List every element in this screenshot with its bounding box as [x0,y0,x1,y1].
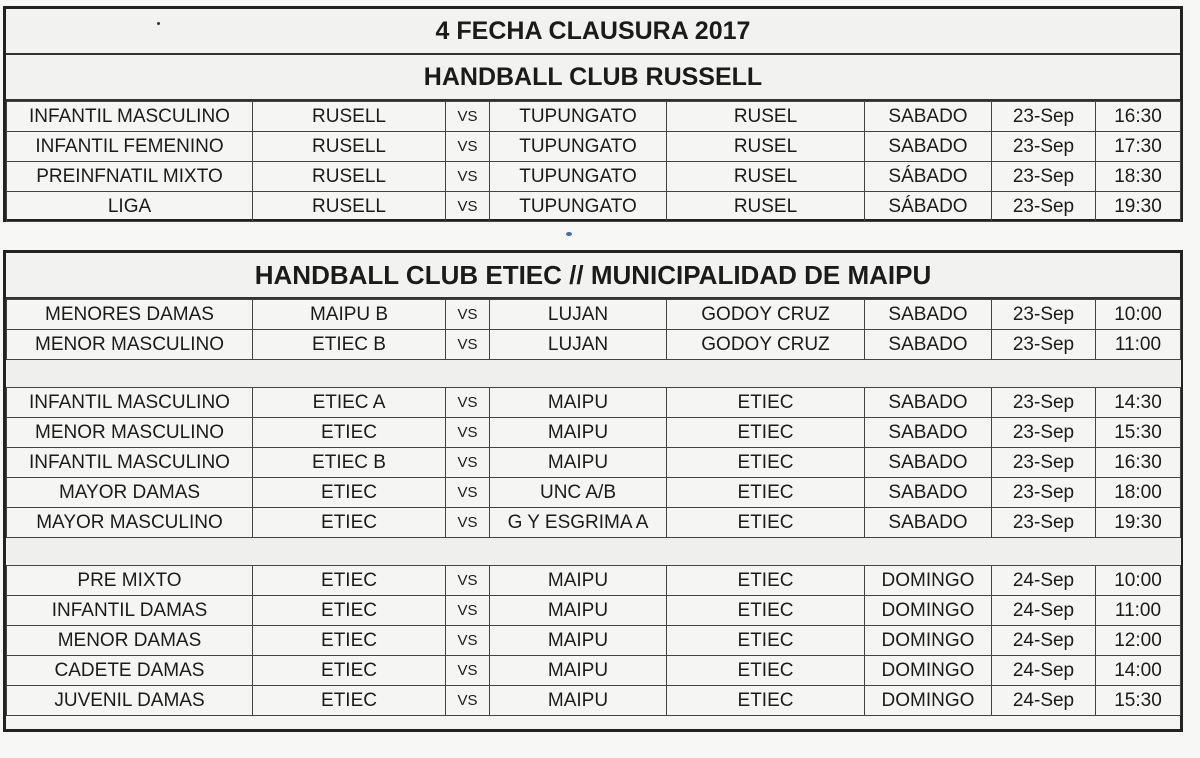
cell-home-team: ETIEC B [253,448,446,478]
cell-away-team: MAIPU [490,686,667,716]
cell-day: DOMINGO [865,656,992,686]
cell-day: SABADO [865,508,992,538]
cell-home-team: ETIEC [253,686,446,716]
cell-vs: VS [446,448,490,478]
cell-date: 23-Sep [992,102,1096,132]
cell-date: 23-Sep [992,478,1096,508]
cell-away-team: MAIPU [490,626,667,656]
etiec-table [6,299,1181,716]
cell-category: MENOR MASCULINO [7,418,253,448]
cell-venue: RUSEL [667,192,865,222]
cell-home-team: ETIEC [253,656,446,686]
cell-venue: ETIEC [667,508,865,538]
cell-home-team: RUSELL [253,132,446,162]
cell-venue: RUSEL [667,162,865,192]
cell-venue: ETIEC [667,478,865,508]
cell-away-team: MAIPU [490,566,667,596]
cell-time: 12:00 [1096,626,1181,656]
cell-home-team: RUSELL [253,192,446,222]
cell-venue: ETIEC [667,388,865,418]
table-row [7,566,1181,596]
cell-home-team: ETIEC [253,418,446,448]
table-row [7,418,1181,448]
cell-date: 23-Sep [992,388,1096,418]
cell-category: LIGA [7,192,253,222]
cell-vs: VS [446,418,490,448]
blue-dot-mark [566,232,572,236]
cell-day: SABADO [865,132,992,162]
cell-away-team: MAIPU [490,656,667,686]
cell-away-team: TUPUNGATO [490,132,667,162]
cell-venue: GODOY CRUZ [667,330,865,360]
cell-time: 19:30 [1096,508,1181,538]
cell-day: SABADO [865,448,992,478]
cell-day: SABADO [865,300,992,330]
cell-away-team: UNC A/B [490,478,667,508]
cell-category: MENOR MASCULINO [7,330,253,360]
cell-home-team: ETIEC [253,596,446,626]
table-row [7,508,1181,538]
cell-time: 10:00 [1096,300,1181,330]
cell-day: SABADO [865,102,992,132]
cell-home-team: MAIPU B [253,300,446,330]
cell-vs: VS [446,132,490,162]
cell-away-team: TUPUNGATO [490,192,667,222]
table-row [7,132,1181,162]
cell-venue: RUSEL [667,132,865,162]
cell-vs: VS [446,508,490,538]
cell-day: SÁBADO [865,162,992,192]
cell-vs: VS [446,330,490,360]
cell-home-team: ETIEC [253,566,446,596]
cell-date: 23-Sep [992,448,1096,478]
cell-venue: ETIEC [667,596,865,626]
cell-time: 18:30 [1096,162,1181,192]
cell-vs: VS [446,626,490,656]
cell-date: 24-Sep [992,596,1096,626]
cell-category: INFANTIL MASCULINO [7,448,253,478]
table-row [7,448,1181,478]
cell-home-team: ETIEC A [253,388,446,418]
cell-day: SÁBADO [865,192,992,222]
cell-category: MAYOR MASCULINO [7,508,253,538]
cell-date: 24-Sep [992,566,1096,596]
cell-venue: ETIEC [667,656,865,686]
page-title: 4 FECHA CLAUSURA 2017 [6,9,1180,55]
cell-away-team: TUPUNGATO [490,102,667,132]
cell-day: SABADO [865,330,992,360]
cell-day: SABADO [865,388,992,418]
table-row [7,102,1181,132]
cell-day: DOMINGO [865,686,992,716]
russell-table [6,101,1181,222]
cell-time: 11:00 [1096,596,1181,626]
table-row [7,330,1181,360]
table-row [7,192,1181,222]
spacer-row [7,360,1181,388]
cell-time: 14:30 [1096,388,1181,418]
cell-time: 15:30 [1096,418,1181,448]
cell-away-team: MAIPU [490,596,667,626]
cell-away-team: LUJAN [490,300,667,330]
cell-venue: ETIEC [667,626,865,656]
cell-away-team: MAIPU [490,418,667,448]
cell-venue: ETIEC [667,418,865,448]
cell-home-team: RUSELL [253,162,446,192]
cell-home-team: ETIEC [253,626,446,656]
club-russell-heading: HANDBALL CLUB RUSSELL [6,55,1180,101]
table-row [7,686,1181,716]
cell-time: 16:30 [1096,102,1181,132]
cell-category: MENOR DAMAS [7,626,253,656]
cell-vs: VS [446,102,490,132]
russell-schedule [3,6,1183,222]
cell-venue: ETIEC [667,566,865,596]
cell-time: 11:00 [1096,330,1181,360]
table-row [7,478,1181,508]
cell-category: PREINFNATIL MIXTO [7,162,253,192]
cell-date: 24-Sep [992,686,1096,716]
cell-venue: ETIEC [667,448,865,478]
cell-time: 19:30 [1096,192,1181,222]
cell-category: MENORES DAMAS [7,300,253,330]
table-row [7,656,1181,686]
cell-venue: GODOY CRUZ [667,300,865,330]
cell-category: INFANTIL FEMENINO [7,132,253,162]
cell-time: 18:00 [1096,478,1181,508]
cell-time: 15:30 [1096,686,1181,716]
cell-venue: ETIEC [667,686,865,716]
cell-day: SABADO [865,478,992,508]
table-row [7,300,1181,330]
cell-date: 24-Sep [992,626,1096,656]
cell-home-team: RUSELL [253,102,446,132]
cell-day: DOMINGO [865,596,992,626]
cell-venue: RUSEL [667,102,865,132]
table-row [7,162,1181,192]
spacer-row [7,538,1181,566]
cell-date: 23-Sep [992,418,1096,448]
table-row [7,626,1181,656]
cell-vs: VS [446,300,490,330]
cell-category: INFANTIL MASCULINO [7,388,253,418]
cell-home-team: ETIEC [253,478,446,508]
cell-category: JUVENIL DAMAS [7,686,253,716]
cell-vs: VS [446,388,490,418]
cell-vs: VS [446,478,490,508]
cell-day: DOMINGO [865,626,992,656]
cell-away-team: MAIPU [490,388,667,418]
table-row [7,596,1181,626]
cell-away-team: MAIPU [490,448,667,478]
cell-vs: VS [446,192,490,222]
cell-date: 23-Sep [992,132,1096,162]
cell-category: MAYOR DAMAS [7,478,253,508]
cell-date: 23-Sep [992,162,1096,192]
cell-vs: VS [446,162,490,192]
club-etiec-heading: HANDBALL CLUB ETIEC // MUNICIPALIDAD DE MAIPU [6,253,1180,299]
cell-date: 23-Sep [992,508,1096,538]
cell-away-team: TUPUNGATO [490,162,667,192]
cell-day: SABADO [865,418,992,448]
cell-date: 23-Sep [992,192,1096,222]
cell-home-team: ETIEC [253,508,446,538]
etiec-schedule [3,250,1183,732]
cell-date: 23-Sep [992,300,1096,330]
table-row [7,388,1181,418]
cell-time: 16:30 [1096,448,1181,478]
cell-vs: VS [446,686,490,716]
cell-vs: VS [446,596,490,626]
cell-date: 23-Sep [992,330,1096,360]
cell-category: CADETE DAMAS [7,656,253,686]
cell-category: INFANTIL MASCULINO [7,102,253,132]
cell-vs: VS [446,656,490,686]
cell-time: 10:00 [1096,566,1181,596]
cell-day: DOMINGO [865,566,992,596]
black-dot-mark [157,22,160,25]
cell-category: PRE MIXTO [7,566,253,596]
cell-time: 14:00 [1096,656,1181,686]
cell-category: INFANTIL DAMAS [7,596,253,626]
cell-time: 17:30 [1096,132,1181,162]
cell-home-team: ETIEC B [253,330,446,360]
cell-away-team: G Y ESGRIMA A [490,508,667,538]
cell-vs: VS [446,566,490,596]
cell-date: 24-Sep [992,656,1096,686]
cell-away-team: LUJAN [490,330,667,360]
